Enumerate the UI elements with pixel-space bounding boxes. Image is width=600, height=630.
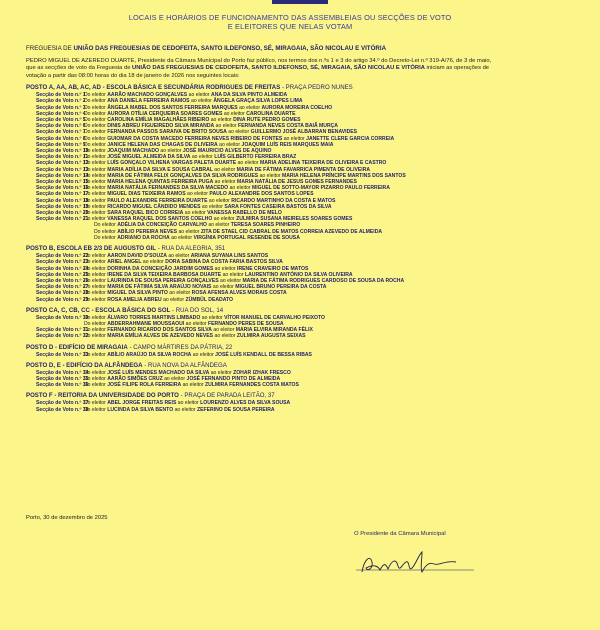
from-label: Do eleitor	[84, 185, 108, 192]
from-label: Do eleitor	[84, 166, 108, 173]
section-number: Secção de Voto n.º 13	[36, 166, 89, 173]
from-label: Do eleitor	[84, 104, 108, 111]
first-voter: FERNANDA PASSOS SARAIVA DE BRITO SOUSA	[107, 129, 227, 136]
from-label: Do eleitor	[84, 265, 108, 272]
first-voter: MARIA HELENA QUINTAS FERREIRA PUGA	[107, 179, 214, 186]
last-voter: DINA RUTE PEDRO GOMES	[233, 117, 301, 124]
first-voter: ARIEL ANGEL	[107, 259, 142, 266]
section-number: Secção de Voto n.º 32	[36, 333, 89, 340]
intro-part4: votação a partir das 08:00 horas do dia 18 de janeiro de 2026 nos seguintes locais:	[26, 72, 240, 79]
from-label: Do eleitor	[84, 179, 108, 186]
from-label: Do eleitor	[84, 135, 108, 142]
to-label: ao eleitor	[236, 160, 260, 167]
voting-section-row	[36, 382, 554, 388]
first-voter: AARON DAVID D'SOUZA	[107, 253, 167, 260]
to-label: ao eleitor	[190, 154, 215, 161]
to-label: ao eleitor	[159, 148, 183, 155]
first-voter: MIGUEL DIAS TEIXEIRA RAMOS	[107, 191, 186, 198]
to-label: ao eleitor	[162, 375, 187, 382]
from-label: Do eleitor	[94, 222, 118, 229]
section-number: Secção de Voto n.º 35	[36, 375, 89, 382]
post-title	[26, 245, 554, 253]
from-label: Do eleitor	[84, 406, 108, 413]
last-voter: ZITA DE STAEL CID CABRAL DE MATOS CORREIA AZEVEDO DE ALMEIDA	[200, 228, 383, 235]
parish-heading	[26, 45, 554, 52]
to-label: ao eleitor	[214, 123, 238, 130]
to-label: ao eleitor	[212, 216, 237, 223]
voter-range	[84, 333, 306, 339]
section-number: Secção de Voto n.º 3	[36, 104, 86, 111]
first-voter: CAROLINA EMÍLIA MAGALHÃES RIBEIRO	[107, 117, 210, 124]
first-voter: JOSÉ LUÍS MENDES MACHADO DA SILVA	[107, 369, 210, 376]
last-voter: ROSA AFENSA ALVES MORAIS COSTA	[191, 290, 287, 297]
first-voter: AARÃO MACHADO GONÇALVES	[107, 92, 188, 99]
last-voter: ZOHAR IZHAK FRESCO	[233, 369, 291, 376]
last-voter: ZEFERINO DE SOUSA PEREIRA	[196, 406, 275, 413]
section-number: Secção de Voto n.º 25	[36, 271, 89, 278]
from-label: Do eleitor	[84, 284, 108, 291]
to-label: ao eleitor	[184, 320, 208, 327]
first-voter: MARIA DE FÁTIMA FELIX GONÇALVES DA SILVA RODRIGUES	[107, 172, 259, 179]
polling-post	[26, 84, 554, 241]
section-number: Secção de Voto n.º 19	[36, 203, 89, 210]
last-voter: MARIA ELVIRA MIRANDA FÉLIX	[235, 327, 313, 334]
from-label: Do eleitor	[84, 216, 108, 223]
polling-post	[26, 392, 554, 412]
from-label: Do eleitor	[84, 351, 108, 358]
document-title-block	[26, 0, 554, 31]
first-voter: VANESSA RAQUEL DOS SANTOS COELHO	[107, 216, 213, 223]
from-label: Do eleitor	[84, 92, 108, 99]
first-voter: ADÉLIA DA CONCEIÇÃO CARVALHO	[117, 222, 207, 229]
post-title	[26, 392, 554, 400]
to-label: ao eleitor	[218, 277, 243, 284]
from-label: Do eleitor	[94, 234, 118, 241]
from-label: Do eleitor	[84, 277, 108, 284]
first-voter: ADRIANO DA ROCHA	[117, 234, 170, 241]
first-voter: MARIA EMÍLIA ALVES DE AZEVEDO NEVES	[107, 333, 214, 340]
from-label: Do eleitor	[84, 369, 108, 376]
section-number: Secção de Voto n.º 28	[36, 290, 89, 297]
section-list	[36, 370, 554, 389]
voter-range	[84, 382, 299, 388]
first-voter: ÁLVARO TORRES MARTINS LIMBADO	[107, 314, 201, 321]
to-label: ao eleitor	[211, 284, 236, 291]
polling-post	[26, 245, 554, 303]
to-label: ao eleitor	[237, 104, 262, 111]
first-voter: LAURINDA DE SOUSA PEREIRA GONÇALVES	[107, 277, 219, 284]
from-label: Do eleitor	[84, 141, 108, 148]
to-label: ao eleitor	[222, 110, 247, 117]
first-voter: ABDERRAHMANE MOUSSAOUI	[107, 320, 185, 327]
section-number: Secção de Voto n.º 37	[36, 400, 89, 407]
last-voter: FERNANDO PERES DE SOUSA	[208, 320, 284, 327]
first-voter: DINIS ABREU FIGUEIREDO SILVA MIRANDA	[107, 123, 215, 130]
section-number: Secção de Voto n.º 33	[36, 351, 89, 358]
last-voter: LAURENTINO ANTÓNIO DA SILVA OLIVEIRA	[244, 271, 353, 278]
first-voter: AURORA OTÍLIA CERQUEIRA SOARES GOMES	[107, 110, 223, 117]
to-label: ao eleitor	[189, 98, 214, 105]
section-number: Secção de Voto n.º 12	[36, 160, 89, 167]
from-label: Do eleitor	[84, 117, 108, 124]
section-number: Secção de Voto n.º 15	[36, 179, 89, 186]
voter-range	[84, 352, 312, 358]
post-title	[26, 344, 554, 352]
to-label: ao eleitor	[200, 203, 225, 210]
post-address: - RUA NOVA DA ALFÂNDEGA	[142, 361, 227, 369]
last-voter: MARIA HELENA PRÍNCIPE MARTINS DOS SANTOS	[281, 172, 406, 179]
to-label: ao eleitor	[211, 327, 236, 334]
section-number: Secção de Voto n.º 26	[36, 277, 89, 284]
from-label: Do eleitor	[84, 160, 108, 167]
last-voter: IRENE CRAVEIRO DE MATOS	[237, 265, 309, 272]
first-voter: ABÍLIO ARAÚJO DA SILVA ROCHA	[107, 351, 192, 358]
from-label: Do eleitor	[84, 154, 108, 161]
voting-section-row	[36, 333, 554, 339]
to-label: ao eleitor	[191, 351, 216, 358]
from-label: Do eleitor	[84, 259, 108, 266]
voting-section-row	[36, 352, 554, 358]
document-title-line2: E ELEITORES QUE NELAS VOTAM	[227, 22, 353, 31]
to-label: ao eleitor	[213, 265, 238, 272]
intro-paragraph	[26, 58, 554, 80]
first-voter: PAULO ALEXANDRE FERREIRA DUARTE	[107, 197, 208, 204]
last-voter: JOAQUIM LUÍS REIS MARQUES MAIA	[241, 141, 334, 148]
last-voter: LOURENZO ALVES DA SILVA SOUSA	[200, 400, 291, 407]
signature	[356, 542, 476, 582]
section-number: Secção de Voto n.º 5	[36, 117, 86, 124]
last-voter: MIGUEL BRUNO PEREIRA DA COSTA	[235, 284, 327, 291]
first-voter: JOSÉ FILIPE ROLA FERREIRA	[107, 382, 182, 389]
section-number: Secção de Voto n.º 36	[36, 382, 89, 389]
from-label: Do eleitor	[84, 210, 108, 217]
last-voter: ZULMIRA AUGUSTA SEIXAS	[236, 333, 306, 340]
last-voter: DORA SABINA DA COSTA FARIA BASTOS SILVA	[165, 259, 283, 266]
to-label: ao eleitor	[183, 210, 208, 217]
section-number: Secção de Voto n.º 20	[36, 210, 89, 217]
first-voter: MARIA ADÍLIA DA SILVA E SOUSA CABRAL	[107, 166, 213, 173]
first-voter: JOAQUIM MACHADO	[107, 148, 160, 155]
from-label: Do eleitor	[84, 314, 108, 321]
first-voter: ABÍLIO PEREIRA NEVES	[117, 228, 178, 235]
post-name: POSTO A, AA, AB, AC, AD - ESCOLA BÁSICA E SECUNDÁRIA RODRIGUES DE FREITAS	[26, 84, 281, 92]
from-label: Do eleitor	[84, 129, 108, 136]
intro-part1: PEDRO MIGUEL DE AZEREDO DUARTE, Presidente da Câmara Municipal do Porto faz público, nos termos dos n.ºs 1 e 3 do artigo 34.º do Decreto-Lei n.º 319-A/76, de 3 de maio,	[26, 58, 492, 64]
post-address: - RUA DA ALEGRIA, 351	[156, 245, 226, 253]
to-label: ao eleitor	[177, 228, 201, 235]
from-label: Do eleitor	[84, 148, 108, 155]
first-voter: MARIA NATÁLIA FERNANDES DA SILVA MACEDO	[107, 185, 229, 192]
to-label: ao eleitor	[206, 222, 231, 229]
post-address: - PRAÇA DE PARADA LEITÃO, 37	[178, 392, 275, 400]
to-label: ao eleitor	[173, 406, 197, 413]
section-number: Secção de Voto n.º 17	[36, 191, 89, 198]
first-voter: MARIA DE FÁTIMA SILVA ARAÚJO NOVAIS	[107, 284, 212, 291]
from-label: Do eleitor	[84, 191, 108, 198]
last-voter: ÂNGELA GRAÇA SILVA LOPES LIMA	[213, 98, 303, 105]
from-label: Do eleitor	[84, 296, 108, 303]
section-number: Secção de Voto n.º 24	[36, 265, 89, 272]
post-title	[26, 362, 554, 370]
first-voter: ABEL JORGE FREITAS REIS	[107, 400, 177, 407]
from-label: Do eleitor	[94, 228, 118, 235]
last-voter: ARIANA SUYANA LINS SANTOS	[190, 253, 269, 260]
to-label: ao eleitor	[226, 129, 251, 136]
to-label: ao eleitor	[169, 234, 194, 241]
from-label: Do eleitor	[84, 320, 108, 327]
section-number: Secção de Voto n.º 16	[36, 185, 89, 192]
section-number: Secção de Voto n.º 1	[36, 92, 86, 99]
voter-range	[84, 297, 233, 303]
last-voter: PAULO ALEXANDRE DOS SANTOS LOPES	[209, 191, 314, 198]
from-label: Do eleitor	[84, 123, 108, 130]
parish-name: UNIÃO DAS FREGUESIAS DE CEDOFEITA, SANTO ILDEFONSO, SÉ, MIRAGAIA, SÃO NICOLAU E VITÓRIA	[73, 45, 387, 52]
last-voter: ZULMIRA SUSANA MEIRELES SOARES GOMES	[236, 216, 353, 223]
section-list	[36, 315, 554, 340]
section-number: Secção de Voto n.º 31	[36, 327, 89, 334]
from-label: Do eleitor	[84, 172, 108, 179]
to-label: ao eleitor	[209, 117, 234, 124]
last-voter: ZÜMBÜL DEADATO	[185, 296, 233, 303]
to-label: ao eleitor	[213, 333, 237, 340]
from-label: Do eleitor	[84, 253, 108, 260]
first-voter: ANA DANIELA FERREIRA RAMOS	[107, 98, 190, 105]
last-voter: RICARDO MARTINHO DA COSTA E MATOS	[231, 197, 336, 204]
intro-part3: iniciam as operações de	[424, 65, 490, 72]
first-voter: FERNANDO RICARDO DOS SANTOS SILVA	[107, 327, 212, 334]
last-voter: JOSÉ FERNANDO PINTO DE ALMEIDA	[186, 375, 281, 382]
post-name: POSTO F - REITORIA DA UNIVERSIDADE DO PORTO	[26, 392, 179, 400]
post-title	[26, 307, 554, 315]
last-voter: VANESSA RABELLO DE MELO	[207, 210, 282, 217]
last-voter: JOSÉ MAURICIO ALVES DE AQUINO	[182, 148, 272, 155]
last-voter: SARA FONTES CASEIRA BASTOS DA SILVA	[224, 203, 332, 210]
section-number: Secção de Voto n.º 21	[36, 216, 89, 223]
section-number: Secção de Voto n.º 29	[36, 296, 89, 303]
first-voter: AARÃO SIMÕES CRUZ	[107, 375, 163, 382]
to-label: ao eleitor	[209, 369, 234, 376]
from-label: Do eleitor	[84, 375, 108, 382]
from-label: Do eleitor	[84, 333, 108, 340]
footer-date: Porto, 30 de dezembro de 2025	[26, 515, 108, 521]
post-name: POSTO D, E - EDIFÍCIO DA ALFÂNDEGA	[26, 361, 143, 369]
section-number: Secção de Voto n.º 30	[36, 314, 89, 321]
section-number: Secção de Voto n.º 38	[36, 406, 89, 413]
to-label: ao eleitor	[212, 166, 237, 173]
last-voter: MARIA DE FÁTIMA RODRIGUES CARDOSO DE SOUSA DA ROCHA	[242, 277, 405, 284]
parish-prefix: FREGUESIA DE	[26, 45, 74, 52]
post-name: POSTO B, ESCOLA EB 2/3 DE AUGUSTO GIL	[26, 245, 157, 253]
intro-part2: que as secções de voto da Freguesia de	[26, 65, 133, 72]
first-voter: JOSÉ MIGUEL ALMEIDA DA SILVA	[107, 154, 191, 161]
to-label: ao eleitor	[228, 185, 252, 192]
to-label: ao eleitor	[282, 135, 307, 142]
to-label: ao eleitor	[187, 92, 212, 99]
last-voter: MIGUEL DE SOTTO-MAYOR PIZARRO PAULO FERREIRA	[251, 185, 390, 192]
last-voter: MARIA NATÁLIA DE JESUS GOMES FERNANDES	[237, 179, 357, 186]
section-number: Secção de Voto n.º 8	[36, 135, 86, 142]
signatory-title: O Presidente da Câmara Municipal	[354, 531, 446, 537]
last-voter: JANETTE CLERE GARCIA CORREIA	[306, 135, 395, 142]
polling-posts-list	[26, 84, 554, 413]
from-label: Do eleitor	[84, 271, 108, 278]
post-address: - RUA DO SOL, 14	[170, 306, 224, 314]
intro-parish-name: UNIÃO DAS FREGUESIAS DE CEDOFEITA, SANTO ILDEFONSO, SÉ, MIRAGAIA, SÃO NICOLAU E VITÓRIA	[132, 65, 425, 72]
to-label: ao eleitor	[176, 400, 201, 407]
last-voter: CAROLINA DUARTE	[246, 110, 296, 117]
section-list	[36, 400, 554, 412]
voter-range-continuation	[94, 235, 554, 241]
first-voter: GUIOMAR DA COSTA MACEDO FERREIRA NEVES RIBEIRO DE FONTES	[107, 135, 283, 142]
polling-post	[26, 307, 554, 340]
from-label: Do eleitor	[84, 382, 108, 389]
last-voter: AURORA MOREIRA COELHO	[261, 104, 333, 111]
voting-section-row	[36, 297, 554, 303]
to-label: ao eleitor	[166, 253, 191, 260]
post-address: - CAMPO MÁRTIRES DA PÁTRIA, 22	[127, 343, 233, 351]
to-label: ao eleitor	[213, 179, 238, 186]
post-name: POSTO CA, C, CB, CC - ESCOLA BÁSICA DO SOL	[26, 306, 171, 314]
last-voter: LUÍS GILBERTO FERREIRA BRAZ	[214, 154, 297, 161]
to-label: ao eleitor	[258, 172, 282, 179]
section-number: Secção de Voto n.º 18	[36, 197, 89, 204]
polling-post	[26, 362, 554, 389]
header-decoration-bar	[272, 0, 328, 4]
section-list	[36, 92, 554, 241]
from-label: Do eleitor	[84, 110, 108, 117]
polling-post	[26, 344, 554, 358]
last-voter: GUILLERMO JOSÉ ALBARRAN BENAVIDES	[250, 129, 358, 136]
to-label: ao eleitor	[141, 259, 166, 266]
section-number: Secção de Voto n.º 2	[36, 98, 86, 105]
section-number: Secção de Voto n.º 22	[36, 253, 89, 260]
from-label: Do eleitor	[84, 197, 108, 204]
first-voter: JANICE HELENA DAS CHAGAS DE OLIVEIRA	[107, 141, 218, 148]
section-number: Secção de Voto n.º 11	[36, 154, 89, 161]
section-number: Secção de Voto n.º 6	[36, 123, 86, 130]
section-number: Secção de Voto n.º 27	[36, 284, 89, 291]
section-number: Secção de Voto n.º 23	[36, 259, 89, 266]
section-number: Secção de Voto n.º 4	[36, 110, 86, 117]
first-voter: LUÍS GONÇALO VILHENA VARGAS PALETA DUARTE	[107, 160, 237, 167]
section-number: Secção de Voto n.º 7	[36, 129, 86, 136]
to-label: ao eleitor	[217, 141, 242, 148]
post-address: - PRAÇA PEDRO NUNES	[280, 84, 353, 92]
first-voter: DORINHA DA CONCEIÇÃO JARDIM GOMES	[107, 265, 214, 272]
last-voter: VÍTOR MANUEL DE CARVALHO PEIXOTO	[224, 314, 325, 321]
last-voter: ZULMIRA FERNANDES COSTA MATOS	[204, 382, 299, 389]
last-voter: ANA DA SILVA PINTO ALMEIDA	[211, 92, 288, 99]
to-label: ao eleitor	[181, 382, 205, 389]
document-title-line1: LOCAIS E HORÁRIOS DE FUNCIONAMENTO DAS ASSEMBLEIAS OU SECÇÕES DE VOTO	[128, 13, 452, 22]
to-label: ao eleitor	[161, 296, 186, 303]
from-label: Do eleitor	[84, 290, 108, 297]
voter-range	[84, 407, 275, 413]
section-number: Secção de Voto n.º 34	[36, 369, 89, 376]
section-list	[36, 352, 554, 358]
last-voter: MARIA ADELINA TEIXEIRA DE OLIVEIRA E CASTRO	[259, 160, 387, 167]
from-label: Do eleitor	[84, 98, 108, 105]
first-voter: MIGUEL DA SILVA PINTO	[107, 290, 168, 297]
to-label: ao eleitor	[221, 271, 245, 278]
last-voter: VIRGÍNIA PORTUGAL RESENDE DE SOUSA	[193, 234, 300, 241]
from-label: Do eleitor	[84, 327, 108, 334]
last-voter: FERNANDA NEVES COSTA BAIÃ MURÇA	[238, 123, 338, 130]
last-voter: TERESA SOARES PINHEIRO	[230, 222, 301, 229]
first-voter: LUCINDA DA SILVA BENTO	[107, 406, 174, 413]
section-number: Secção de Voto n.º 10	[36, 148, 89, 155]
first-voter: ÂNGELA MABEL DOS SANTOS FERREIRA MARQUES	[107, 104, 238, 111]
voting-section-row	[36, 407, 554, 413]
last-voter: MARIA DE FÁTIMA FAVARRICA PIMENTA DE OLIVEIRA	[236, 166, 371, 173]
section-list	[36, 253, 554, 303]
from-label: Do eleitor	[84, 400, 108, 407]
first-voter: RICARDO MIGUEL CÂNDIDO MENDES	[107, 203, 201, 210]
section-number: Secção de Voto n.º 9	[36, 141, 86, 148]
to-label: ao eleitor	[200, 314, 225, 321]
to-label: ao eleitor	[207, 197, 232, 204]
to-label: ao eleitor	[167, 290, 192, 297]
from-label: Do eleitor	[84, 203, 108, 210]
last-voter: JOSÉ LUÍS KENDALL DE BESSA RIBAS	[215, 351, 312, 358]
to-label: ao eleitor	[185, 191, 210, 198]
first-voter: ROSA AMELIA ABREU	[107, 296, 162, 303]
first-voter: IRENE DA SILVA TEIXEIRA BARBOSA DUARTE	[107, 271, 222, 278]
post-name: POSTO D - EDIFÍCIO DE MIRAGAIA	[26, 343, 128, 351]
section-number: Secção de Voto n.º 14	[36, 172, 89, 179]
first-voter: SARA RAQUEL BICO CORREIA	[107, 210, 184, 217]
